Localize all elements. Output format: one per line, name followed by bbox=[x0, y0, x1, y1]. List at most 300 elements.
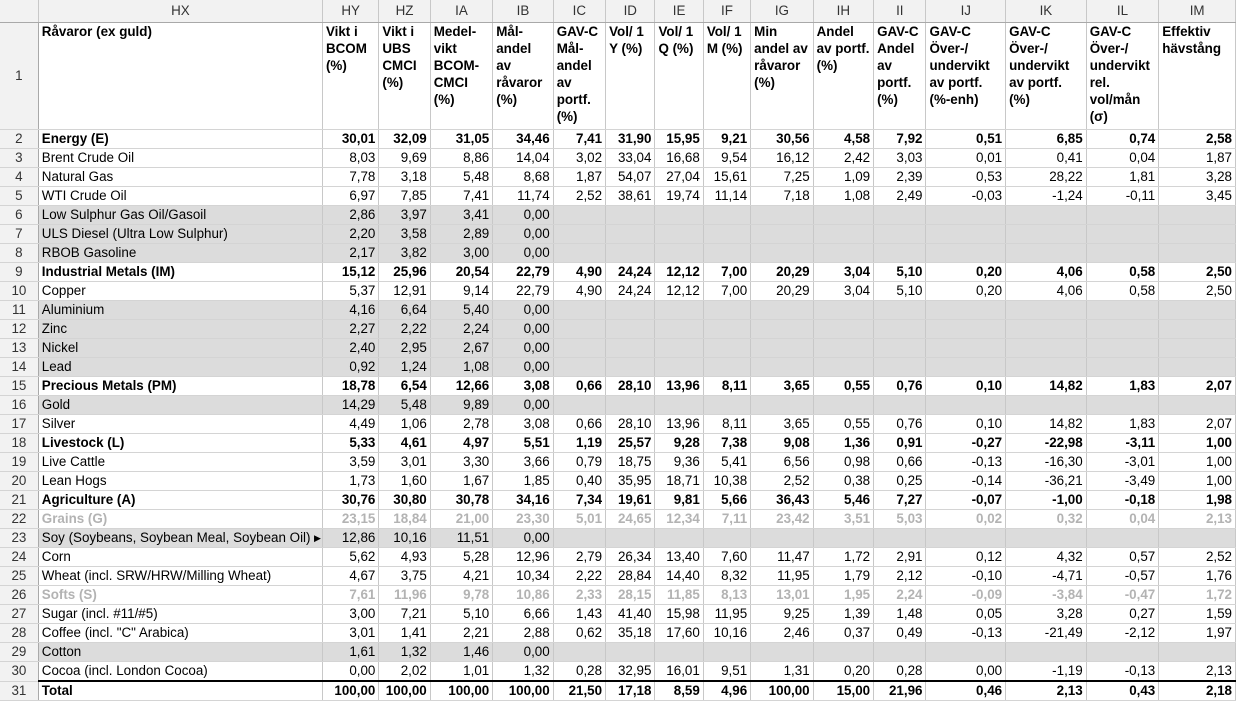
value-cell[interactable]: 0,79 bbox=[553, 453, 605, 472]
value-cell[interactable] bbox=[1006, 206, 1087, 225]
value-cell[interactable]: 10,86 bbox=[493, 586, 553, 605]
row-number[interactable]: 30 bbox=[0, 662, 38, 682]
value-cell[interactable]: 20,29 bbox=[751, 282, 813, 301]
value-cell[interactable] bbox=[1159, 339, 1236, 358]
value-cell[interactable]: 15,00 bbox=[813, 681, 873, 701]
value-cell[interactable]: 0,32 bbox=[1006, 510, 1087, 529]
value-cell[interactable]: 0,49 bbox=[874, 624, 926, 643]
value-cell[interactable]: 13,96 bbox=[655, 415, 703, 434]
value-cell[interactable]: 2,39 bbox=[874, 168, 926, 187]
value-cell[interactable]: 0,05 bbox=[926, 605, 1006, 624]
row-number[interactable]: 28 bbox=[0, 624, 38, 643]
value-cell[interactable] bbox=[655, 529, 703, 548]
value-cell[interactable]: -36,21 bbox=[1006, 472, 1087, 491]
value-cell[interactable]: 2,07 bbox=[1159, 377, 1236, 396]
value-cell[interactable]: 3,03 bbox=[874, 149, 926, 168]
value-cell[interactable]: 30,80 bbox=[379, 491, 430, 510]
value-cell[interactable]: 2,49 bbox=[874, 187, 926, 206]
value-cell[interactable]: -1,24 bbox=[1006, 187, 1087, 206]
value-cell[interactable]: 1,72 bbox=[813, 548, 873, 567]
value-cell[interactable]: 0,66 bbox=[553, 415, 605, 434]
value-cell[interactable]: 3,51 bbox=[813, 510, 873, 529]
value-cell[interactable]: 1,67 bbox=[430, 472, 492, 491]
value-cell[interactable]: 5,40 bbox=[430, 301, 492, 320]
value-cell[interactable]: 13,96 bbox=[655, 377, 703, 396]
value-cell[interactable]: 2,52 bbox=[1159, 548, 1236, 567]
value-cell[interactable]: 1,95 bbox=[813, 586, 873, 605]
value-cell[interactable]: 1,24 bbox=[379, 358, 430, 377]
value-cell[interactable] bbox=[751, 206, 813, 225]
value-cell[interactable]: 32,09 bbox=[379, 130, 430, 149]
value-cell[interactable] bbox=[926, 206, 1006, 225]
value-cell[interactable]: 11,85 bbox=[655, 586, 703, 605]
value-cell[interactable]: 1,19 bbox=[553, 434, 605, 453]
row-number[interactable]: 12 bbox=[0, 320, 38, 339]
row-number[interactable]: 4 bbox=[0, 168, 38, 187]
value-cell[interactable]: 4,90 bbox=[553, 263, 605, 282]
value-cell[interactable]: 0,02 bbox=[926, 510, 1006, 529]
row-number[interactable]: 27 bbox=[0, 605, 38, 624]
value-cell[interactable]: 6,54 bbox=[379, 377, 430, 396]
select-all-corner[interactable] bbox=[0, 0, 38, 23]
value-cell[interactable] bbox=[1159, 320, 1236, 339]
value-cell[interactable] bbox=[751, 529, 813, 548]
value-cell[interactable]: -0,09 bbox=[926, 586, 1006, 605]
value-cell[interactable]: 13,40 bbox=[655, 548, 703, 567]
value-cell[interactable] bbox=[655, 396, 703, 415]
value-cell[interactable]: -0,14 bbox=[926, 472, 1006, 491]
value-cell[interactable]: 9,28 bbox=[655, 434, 703, 453]
row-label-cell[interactable]: Silver bbox=[38, 415, 322, 434]
value-cell[interactable]: 3,28 bbox=[1159, 168, 1236, 187]
value-cell[interactable]: 1,06 bbox=[379, 415, 430, 434]
value-cell[interactable]: 34,16 bbox=[493, 491, 553, 510]
value-cell[interactable]: 100,00 bbox=[751, 681, 813, 701]
row-label-cell[interactable]: Coffee (incl. "C" Arabica) bbox=[38, 624, 322, 643]
value-cell[interactable]: 20,29 bbox=[751, 263, 813, 282]
row-number[interactable]: 2 bbox=[0, 130, 38, 149]
value-cell[interactable]: 7,92 bbox=[874, 130, 926, 149]
value-cell[interactable] bbox=[606, 529, 655, 548]
value-cell[interactable] bbox=[703, 206, 750, 225]
value-cell[interactable] bbox=[553, 225, 605, 244]
value-cell[interactable] bbox=[606, 244, 655, 263]
value-cell[interactable] bbox=[1006, 396, 1087, 415]
value-cell[interactable]: 22,79 bbox=[493, 263, 553, 282]
value-cell[interactable]: 15,98 bbox=[655, 605, 703, 624]
value-cell[interactable]: 7,41 bbox=[553, 130, 605, 149]
value-cell[interactable]: 2,78 bbox=[430, 415, 492, 434]
header-cell-ib[interactable]: Mål-andel av råvaror (%) bbox=[493, 23, 553, 130]
value-cell[interactable]: 1,73 bbox=[322, 472, 378, 491]
value-cell[interactable] bbox=[553, 529, 605, 548]
value-cell[interactable]: 33,04 bbox=[606, 149, 655, 168]
column-header-hz[interactable]: HZ bbox=[379, 0, 430, 23]
value-cell[interactable]: 0,00 bbox=[493, 339, 553, 358]
row-label-cell[interactable]: Total bbox=[38, 681, 322, 701]
value-cell[interactable]: 3,66 bbox=[493, 453, 553, 472]
value-cell[interactable] bbox=[1086, 396, 1159, 415]
value-cell[interactable] bbox=[553, 301, 605, 320]
value-cell[interactable]: 14,40 bbox=[655, 567, 703, 586]
value-cell[interactable] bbox=[703, 358, 750, 377]
value-cell[interactable]: 10,16 bbox=[379, 529, 430, 548]
value-cell[interactable] bbox=[874, 225, 926, 244]
value-cell[interactable] bbox=[751, 358, 813, 377]
value-cell[interactable]: 1,98 bbox=[1159, 491, 1236, 510]
value-cell[interactable]: 17,60 bbox=[655, 624, 703, 643]
row-label-cell[interactable]: Brent Crude Oil bbox=[38, 149, 322, 168]
column-header-hy[interactable]: HY bbox=[322, 0, 378, 23]
value-cell[interactable]: 24,65 bbox=[606, 510, 655, 529]
value-cell[interactable] bbox=[1159, 643, 1236, 662]
value-cell[interactable]: 3,02 bbox=[553, 149, 605, 168]
value-cell[interactable]: -0,27 bbox=[926, 434, 1006, 453]
value-cell[interactable]: 0,37 bbox=[813, 624, 873, 643]
row-label-cell[interactable]: Gold bbox=[38, 396, 322, 415]
value-cell[interactable]: 0,25 bbox=[874, 472, 926, 491]
value-cell[interactable]: 4,61 bbox=[379, 434, 430, 453]
value-cell[interactable]: 5,62 bbox=[322, 548, 378, 567]
value-cell[interactable]: 19,74 bbox=[655, 187, 703, 206]
value-cell[interactable]: 100,00 bbox=[493, 681, 553, 701]
value-cell[interactable]: 0,92 bbox=[322, 358, 378, 377]
row-label-cell[interactable]: WTI Crude Oil bbox=[38, 187, 322, 206]
value-cell[interactable]: 2,52 bbox=[553, 187, 605, 206]
header-cell-im[interactable]: Effektiv hävstång bbox=[1159, 23, 1236, 130]
value-cell[interactable]: 2,88 bbox=[493, 624, 553, 643]
value-cell[interactable]: 11,96 bbox=[379, 586, 430, 605]
value-cell[interactable]: 0,00 bbox=[493, 206, 553, 225]
value-cell[interactable] bbox=[1086, 643, 1159, 662]
row-label-cell[interactable]: Sugar (incl. #11/#5) bbox=[38, 605, 322, 624]
value-cell[interactable]: 18,84 bbox=[379, 510, 430, 529]
value-cell[interactable] bbox=[751, 301, 813, 320]
row-number[interactable]: 3 bbox=[0, 149, 38, 168]
row-number[interactable]: 24 bbox=[0, 548, 38, 567]
value-cell[interactable]: -4,71 bbox=[1006, 567, 1087, 586]
value-cell[interactable] bbox=[926, 396, 1006, 415]
value-cell[interactable]: 1,43 bbox=[553, 605, 605, 624]
value-cell[interactable] bbox=[1006, 358, 1087, 377]
value-cell[interactable]: 9,78 bbox=[430, 586, 492, 605]
value-cell[interactable]: 5,33 bbox=[322, 434, 378, 453]
row-number[interactable]: 7 bbox=[0, 225, 38, 244]
value-cell[interactable] bbox=[606, 320, 655, 339]
value-cell[interactable] bbox=[703, 396, 750, 415]
row-label-cell[interactable]: Aluminium bbox=[38, 301, 322, 320]
value-cell[interactable]: 28,10 bbox=[606, 415, 655, 434]
value-cell[interactable]: 9,54 bbox=[703, 149, 750, 168]
value-cell[interactable]: 15,61 bbox=[703, 168, 750, 187]
value-cell[interactable]: -22,98 bbox=[1006, 434, 1087, 453]
value-cell[interactable]: 2,91 bbox=[874, 548, 926, 567]
value-cell[interactable]: 5,51 bbox=[493, 434, 553, 453]
value-cell[interactable] bbox=[703, 225, 750, 244]
value-cell[interactable]: 3,59 bbox=[322, 453, 378, 472]
value-cell[interactable]: 36,43 bbox=[751, 491, 813, 510]
value-cell[interactable]: 2,13 bbox=[1006, 681, 1087, 701]
value-cell[interactable] bbox=[553, 339, 605, 358]
value-cell[interactable]: 25,96 bbox=[379, 263, 430, 282]
value-cell[interactable]: 3,65 bbox=[751, 415, 813, 434]
value-cell[interactable]: 3,28 bbox=[1006, 605, 1087, 624]
value-cell[interactable]: 30,56 bbox=[751, 130, 813, 149]
value-cell[interactable]: 35,95 bbox=[606, 472, 655, 491]
value-cell[interactable]: 1,81 bbox=[1086, 168, 1159, 187]
value-cell[interactable]: 12,86 bbox=[322, 529, 378, 548]
value-cell[interactable]: 5,10 bbox=[874, 282, 926, 301]
value-cell[interactable]: 12,91 bbox=[379, 282, 430, 301]
value-cell[interactable]: -0,57 bbox=[1086, 567, 1159, 586]
value-cell[interactable]: 8,32 bbox=[703, 567, 750, 586]
value-cell[interactable]: 1,36 bbox=[813, 434, 873, 453]
value-cell[interactable]: 16,01 bbox=[655, 662, 703, 682]
value-cell[interactable]: 2,58 bbox=[1159, 130, 1236, 149]
value-cell[interactable]: 5,01 bbox=[553, 510, 605, 529]
value-cell[interactable]: 3,65 bbox=[751, 377, 813, 396]
value-cell[interactable] bbox=[703, 301, 750, 320]
value-cell[interactable]: 1,87 bbox=[553, 168, 605, 187]
value-cell[interactable] bbox=[874, 643, 926, 662]
value-cell[interactable]: 6,85 bbox=[1006, 130, 1087, 149]
value-cell[interactable]: 16,68 bbox=[655, 149, 703, 168]
value-cell[interactable]: 10,38 bbox=[703, 472, 750, 491]
value-cell[interactable]: 11,51 bbox=[430, 529, 492, 548]
value-cell[interactable]: -0,11 bbox=[1086, 187, 1159, 206]
value-cell[interactable]: 31,90 bbox=[606, 130, 655, 149]
value-cell[interactable] bbox=[606, 225, 655, 244]
value-cell[interactable]: 5,10 bbox=[874, 263, 926, 282]
row-number[interactable]: 20 bbox=[0, 472, 38, 491]
value-cell[interactable]: 3,00 bbox=[430, 244, 492, 263]
column-header-ik[interactable]: IK bbox=[1006, 0, 1087, 23]
value-cell[interactable] bbox=[1159, 358, 1236, 377]
value-cell[interactable]: 0,53 bbox=[926, 168, 1006, 187]
value-cell[interactable]: 14,82 bbox=[1006, 415, 1087, 434]
value-cell[interactable]: 2,27 bbox=[322, 320, 378, 339]
value-cell[interactable]: 1,85 bbox=[493, 472, 553, 491]
value-cell[interactable]: 8,03 bbox=[322, 149, 378, 168]
value-cell[interactable] bbox=[1159, 225, 1236, 244]
value-cell[interactable]: 5,48 bbox=[379, 396, 430, 415]
value-cell[interactable]: 4,32 bbox=[1006, 548, 1087, 567]
value-cell[interactable]: 1,83 bbox=[1086, 415, 1159, 434]
value-cell[interactable]: 14,29 bbox=[322, 396, 378, 415]
row-number[interactable]: 5 bbox=[0, 187, 38, 206]
value-cell[interactable]: 2,12 bbox=[874, 567, 926, 586]
row-number[interactable]: 17 bbox=[0, 415, 38, 434]
value-cell[interactable]: 2,79 bbox=[553, 548, 605, 567]
header-cell-hx[interactable]: Råvaror (ex guld) bbox=[38, 23, 322, 130]
value-cell[interactable]: 1,48 bbox=[874, 605, 926, 624]
row-number[interactable]: 25 bbox=[0, 567, 38, 586]
value-cell[interactable]: 11,47 bbox=[751, 548, 813, 567]
value-cell[interactable]: 2,22 bbox=[553, 567, 605, 586]
value-cell[interactable] bbox=[606, 643, 655, 662]
value-cell[interactable]: -1,00 bbox=[1006, 491, 1087, 510]
value-cell[interactable]: 1,79 bbox=[813, 567, 873, 586]
value-cell[interactable]: 9,69 bbox=[379, 149, 430, 168]
value-cell[interactable]: 3,08 bbox=[493, 377, 553, 396]
value-cell[interactable]: 3,00 bbox=[322, 605, 378, 624]
value-cell[interactable]: 2,52 bbox=[751, 472, 813, 491]
value-cell[interactable]: 8,11 bbox=[703, 377, 750, 396]
value-cell[interactable]: 24,24 bbox=[606, 282, 655, 301]
value-cell[interactable]: 2,40 bbox=[322, 339, 378, 358]
value-cell[interactable]: 1,87 bbox=[1159, 149, 1236, 168]
value-cell[interactable]: 9,51 bbox=[703, 662, 750, 682]
value-cell[interactable]: 4,97 bbox=[430, 434, 492, 453]
value-cell[interactable] bbox=[1006, 301, 1087, 320]
value-cell[interactable]: 1,32 bbox=[493, 662, 553, 682]
value-cell[interactable]: 8,13 bbox=[703, 586, 750, 605]
value-cell[interactable] bbox=[1086, 244, 1159, 263]
value-cell[interactable]: 2,50 bbox=[1159, 282, 1236, 301]
value-cell[interactable]: 15,12 bbox=[322, 263, 378, 282]
value-cell[interactable]: 21,50 bbox=[553, 681, 605, 701]
value-cell[interactable]: 0,00 bbox=[493, 358, 553, 377]
value-cell[interactable] bbox=[655, 206, 703, 225]
column-header-ii[interactable]: II bbox=[874, 0, 926, 23]
value-cell[interactable] bbox=[874, 529, 926, 548]
value-cell[interactable]: 7,61 bbox=[322, 586, 378, 605]
value-cell[interactable] bbox=[751, 320, 813, 339]
value-cell[interactable]: 2,22 bbox=[379, 320, 430, 339]
row-label-cell[interactable]: Nickel bbox=[38, 339, 322, 358]
value-cell[interactable] bbox=[1086, 301, 1159, 320]
row-number[interactable]: 14 bbox=[0, 358, 38, 377]
value-cell[interactable]: 1,32 bbox=[379, 643, 430, 662]
value-cell[interactable] bbox=[655, 358, 703, 377]
value-cell[interactable] bbox=[1006, 225, 1087, 244]
value-cell[interactable]: 2,07 bbox=[1159, 415, 1236, 434]
header-cell-ij[interactable]: GAV-C Över-/ undervikt av portf. (%-enh) bbox=[926, 23, 1006, 130]
row-label-cell[interactable]: Lead bbox=[38, 358, 322, 377]
value-cell[interactable]: -3,01 bbox=[1086, 453, 1159, 472]
value-cell[interactable]: 1,08 bbox=[430, 358, 492, 377]
value-cell[interactable]: 5,41 bbox=[703, 453, 750, 472]
value-cell[interactable]: 5,28 bbox=[430, 548, 492, 567]
value-cell[interactable]: 7,34 bbox=[553, 491, 605, 510]
value-cell[interactable] bbox=[813, 396, 873, 415]
value-cell[interactable]: 8,68 bbox=[493, 168, 553, 187]
value-cell[interactable]: 35,18 bbox=[606, 624, 655, 643]
value-cell[interactable] bbox=[1006, 320, 1087, 339]
value-cell[interactable]: 9,08 bbox=[751, 434, 813, 453]
value-cell[interactable] bbox=[606, 206, 655, 225]
value-cell[interactable]: 7,25 bbox=[751, 168, 813, 187]
value-cell[interactable] bbox=[926, 643, 1006, 662]
value-cell[interactable]: 54,07 bbox=[606, 168, 655, 187]
value-cell[interactable]: -3,49 bbox=[1086, 472, 1159, 491]
value-cell[interactable]: 5,48 bbox=[430, 168, 492, 187]
value-cell[interactable]: 5,46 bbox=[813, 491, 873, 510]
value-cell[interactable]: -16,30 bbox=[1006, 453, 1087, 472]
value-cell[interactable]: 1,00 bbox=[1159, 472, 1236, 491]
value-cell[interactable]: -0,07 bbox=[926, 491, 1006, 510]
value-cell[interactable]: 16,12 bbox=[751, 149, 813, 168]
value-cell[interactable] bbox=[813, 225, 873, 244]
value-cell[interactable] bbox=[1159, 529, 1236, 548]
value-cell[interactable] bbox=[926, 244, 1006, 263]
row-number[interactable]: 23 bbox=[0, 529, 38, 548]
value-cell[interactable]: 7,00 bbox=[703, 263, 750, 282]
value-cell[interactable] bbox=[813, 358, 873, 377]
row-number[interactable]: 26 bbox=[0, 586, 38, 605]
value-cell[interactable]: 2,02 bbox=[379, 662, 430, 682]
value-cell[interactable]: 0,28 bbox=[553, 662, 605, 682]
row-label-cell[interactable]: Softs (S) bbox=[38, 586, 322, 605]
value-cell[interactable] bbox=[751, 244, 813, 263]
header-cell-ih[interactable]: Andel av portf. (%) bbox=[813, 23, 873, 130]
column-header-ic[interactable]: IC bbox=[553, 0, 605, 23]
column-header-ig[interactable]: IG bbox=[751, 0, 813, 23]
column-header-ij[interactable]: IJ bbox=[926, 0, 1006, 23]
value-cell[interactable]: 0,12 bbox=[926, 548, 1006, 567]
value-cell[interactable]: 1,76 bbox=[1159, 567, 1236, 586]
row-number[interactable]: 21 bbox=[0, 491, 38, 510]
row-label-cell[interactable]: Live Cattle bbox=[38, 453, 322, 472]
value-cell[interactable]: 9,21 bbox=[703, 130, 750, 149]
value-cell[interactable] bbox=[1006, 339, 1087, 358]
value-cell[interactable]: 30,76 bbox=[322, 491, 378, 510]
value-cell[interactable]: 21,96 bbox=[874, 681, 926, 701]
value-cell[interactable]: 100,00 bbox=[430, 681, 492, 701]
value-cell[interactable] bbox=[874, 358, 926, 377]
value-cell[interactable]: 0,66 bbox=[553, 377, 605, 396]
value-cell[interactable] bbox=[1086, 320, 1159, 339]
value-cell[interactable]: 12,96 bbox=[493, 548, 553, 567]
value-cell[interactable] bbox=[813, 244, 873, 263]
value-cell[interactable] bbox=[1159, 396, 1236, 415]
value-cell[interactable]: 3,97 bbox=[379, 206, 430, 225]
column-header-ih[interactable]: IH bbox=[813, 0, 873, 23]
column-header-il[interactable]: IL bbox=[1086, 0, 1159, 23]
value-cell[interactable] bbox=[874, 339, 926, 358]
row-number[interactable]: 11 bbox=[0, 301, 38, 320]
value-cell[interactable] bbox=[874, 206, 926, 225]
value-cell[interactable]: 28,22 bbox=[1006, 168, 1087, 187]
value-cell[interactable] bbox=[926, 358, 1006, 377]
value-cell[interactable]: 18,75 bbox=[606, 453, 655, 472]
column-header-im[interactable]: IM bbox=[1159, 0, 1236, 23]
value-cell[interactable]: 0,00 bbox=[493, 225, 553, 244]
value-cell[interactable]: 9,25 bbox=[751, 605, 813, 624]
column-header-ie[interactable]: IE bbox=[655, 0, 703, 23]
value-cell[interactable]: 31,05 bbox=[430, 130, 492, 149]
value-cell[interactable]: 2,95 bbox=[379, 339, 430, 358]
column-header-id[interactable]: ID bbox=[606, 0, 655, 23]
value-cell[interactable]: 24,24 bbox=[606, 263, 655, 282]
row-number[interactable]: 19 bbox=[0, 453, 38, 472]
value-cell[interactable] bbox=[1086, 358, 1159, 377]
value-cell[interactable] bbox=[813, 529, 873, 548]
value-cell[interactable] bbox=[703, 244, 750, 263]
value-cell[interactable]: 1,72 bbox=[1159, 586, 1236, 605]
value-cell[interactable] bbox=[874, 244, 926, 263]
value-cell[interactable]: 2,21 bbox=[430, 624, 492, 643]
row-label-cell[interactable]: Livestock (L) bbox=[38, 434, 322, 453]
value-cell[interactable] bbox=[1006, 529, 1087, 548]
value-cell[interactable] bbox=[655, 320, 703, 339]
value-cell[interactable]: 8,86 bbox=[430, 149, 492, 168]
value-cell[interactable]: 18,71 bbox=[655, 472, 703, 491]
value-cell[interactable]: 0,00 bbox=[322, 662, 378, 682]
value-cell[interactable]: 32,95 bbox=[606, 662, 655, 682]
header-cell-if[interactable]: Vol/ 1 M (%) bbox=[703, 23, 750, 130]
value-cell[interactable]: 28,10 bbox=[606, 377, 655, 396]
